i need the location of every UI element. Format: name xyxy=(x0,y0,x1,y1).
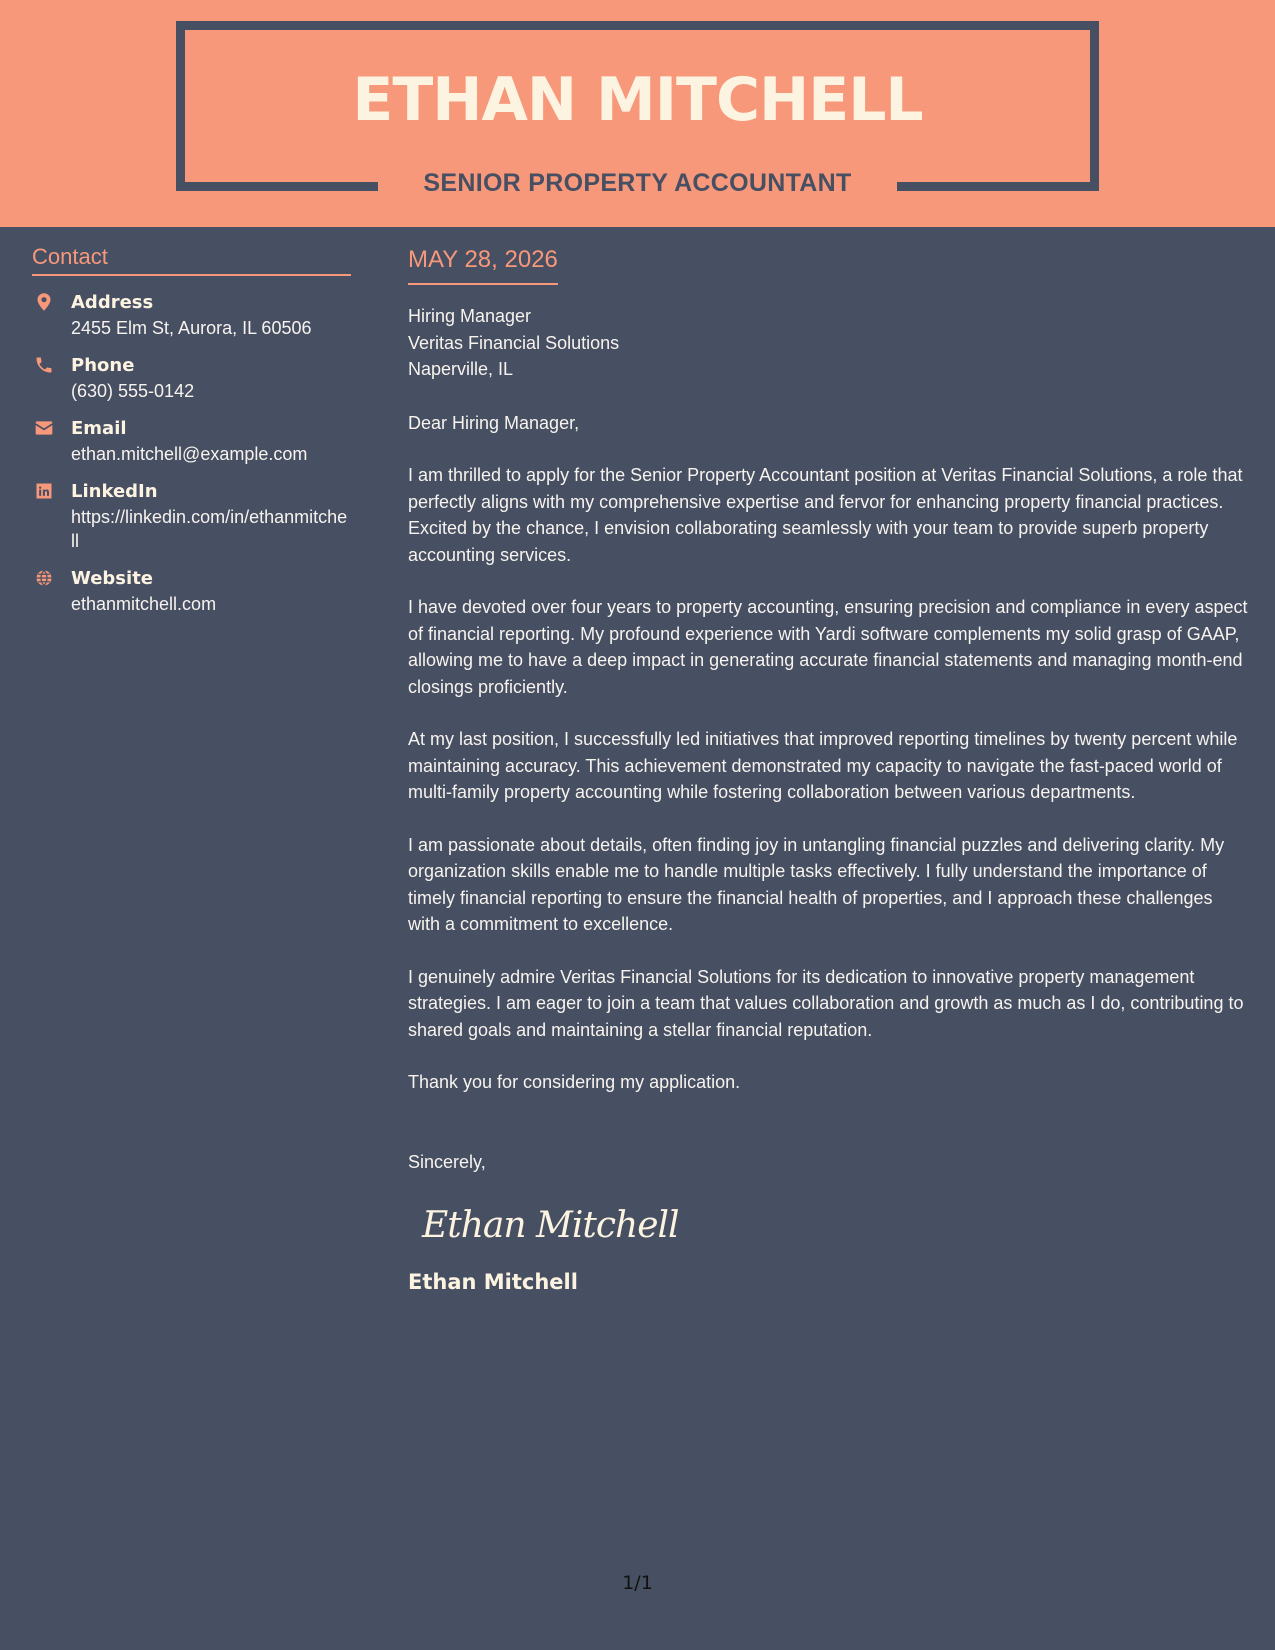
applicant-name: ETHAN MITCHELL xyxy=(352,65,923,135)
map-pin-icon xyxy=(34,292,54,312)
contact-sidebar xyxy=(32,242,351,629)
contact-label: Address xyxy=(71,292,154,313)
recipient-line: Naperville, IL xyxy=(408,359,514,379)
contact-item-phone xyxy=(32,353,351,403)
letter-paragraph: I am passionate about details, often finding joy in untangling financial puzzles and delivering clarity. My organization skills enable me to handle multiple tasks effectively. I fully understand the importance of timely financial reporting to ensure the financial health of properties, and I approach these challenges with a commitment to excellence. xyxy=(408,834,1225,934)
globe-icon xyxy=(34,568,54,588)
letter-paragraph: I genuinely admire Veritas Financial Solutions for its dedication to innovative property management strategies. I am eager to join a team that values collaboration and growth as much as I do, contributing to shared goals and maintaining a stellar financial reputation. xyxy=(408,966,1244,1040)
signer-name: Ethan Mitchell xyxy=(408,1270,578,1294)
recipient-line: Veritas Financial Solutions xyxy=(408,332,620,353)
contact-item-linkedin xyxy=(32,479,351,553)
letter-paragraph: I have devoted over four years to property accounting, ensuring precision and compliance in every aspect of financial reporting. My profound experience with Yardi software complements my solid grasp of GAAP, allowing me to have a deep impact in generating accurate financial statements and managing month-end closings proficiently. xyxy=(408,597,1248,697)
contact-item-email xyxy=(32,416,351,466)
recipient-block xyxy=(408,303,1248,383)
salutation: Dear Hiring Manager, xyxy=(408,412,580,433)
closing: Sincerely, xyxy=(408,1151,486,1172)
letter-paragraph: I am thrilled to apply for the Senior Property Accountant position at Veritas Financial Solutions, a role that perfectly aligns with my comprehensive expertise and fervor for enhancing property financial practices. Excited by the chance, I envision collaborating seamlessly with your team to provide superb property accounting services. xyxy=(408,465,1243,565)
letter-paragraph: At my last position, I successfully led initiatives that improved reporting timelines by twenty percent while maintaining accuracy. This achievement demonstrated my capacity to navigate the fast-paced world of multi-family property accounting while fostering collaboration between various departments. xyxy=(408,729,1238,802)
contact-item-address xyxy=(32,290,351,340)
contact-label: LinkedIn xyxy=(71,481,158,502)
header-banner xyxy=(0,0,1275,227)
contact-value: (630) 555-0142 xyxy=(71,381,195,401)
contact-value: ethanmitchell.com xyxy=(71,594,217,614)
letter-paragraph: Thank you for considering my application. xyxy=(408,1072,741,1092)
envelope-icon xyxy=(34,418,54,438)
job-title: SENIOR PROPERTY ACCOUNTANT xyxy=(423,169,852,197)
phone-icon xyxy=(34,355,54,375)
contact-value: https://linkedin.com/in/ethanmitchell xyxy=(71,507,348,551)
page-number: 1/1 xyxy=(622,1572,653,1594)
linkedin-icon xyxy=(34,481,54,501)
letter-date: MAY 28, 2026 xyxy=(408,244,558,285)
recipient-line: Hiring Manager xyxy=(408,306,532,326)
contact-item-website xyxy=(32,566,351,616)
contact-value: 2455 Elm St, Aurora, IL 60506 xyxy=(71,318,312,338)
contact-heading: Contact xyxy=(32,242,351,276)
contact-label: Phone xyxy=(71,355,135,376)
signature: Ethan Mitchell xyxy=(422,1205,679,1246)
contact-label: Website xyxy=(71,568,154,589)
contact-label: Email xyxy=(71,418,127,439)
letter-body xyxy=(408,244,1248,1297)
contact-value: ethan.mitchell@example.com xyxy=(71,444,308,464)
